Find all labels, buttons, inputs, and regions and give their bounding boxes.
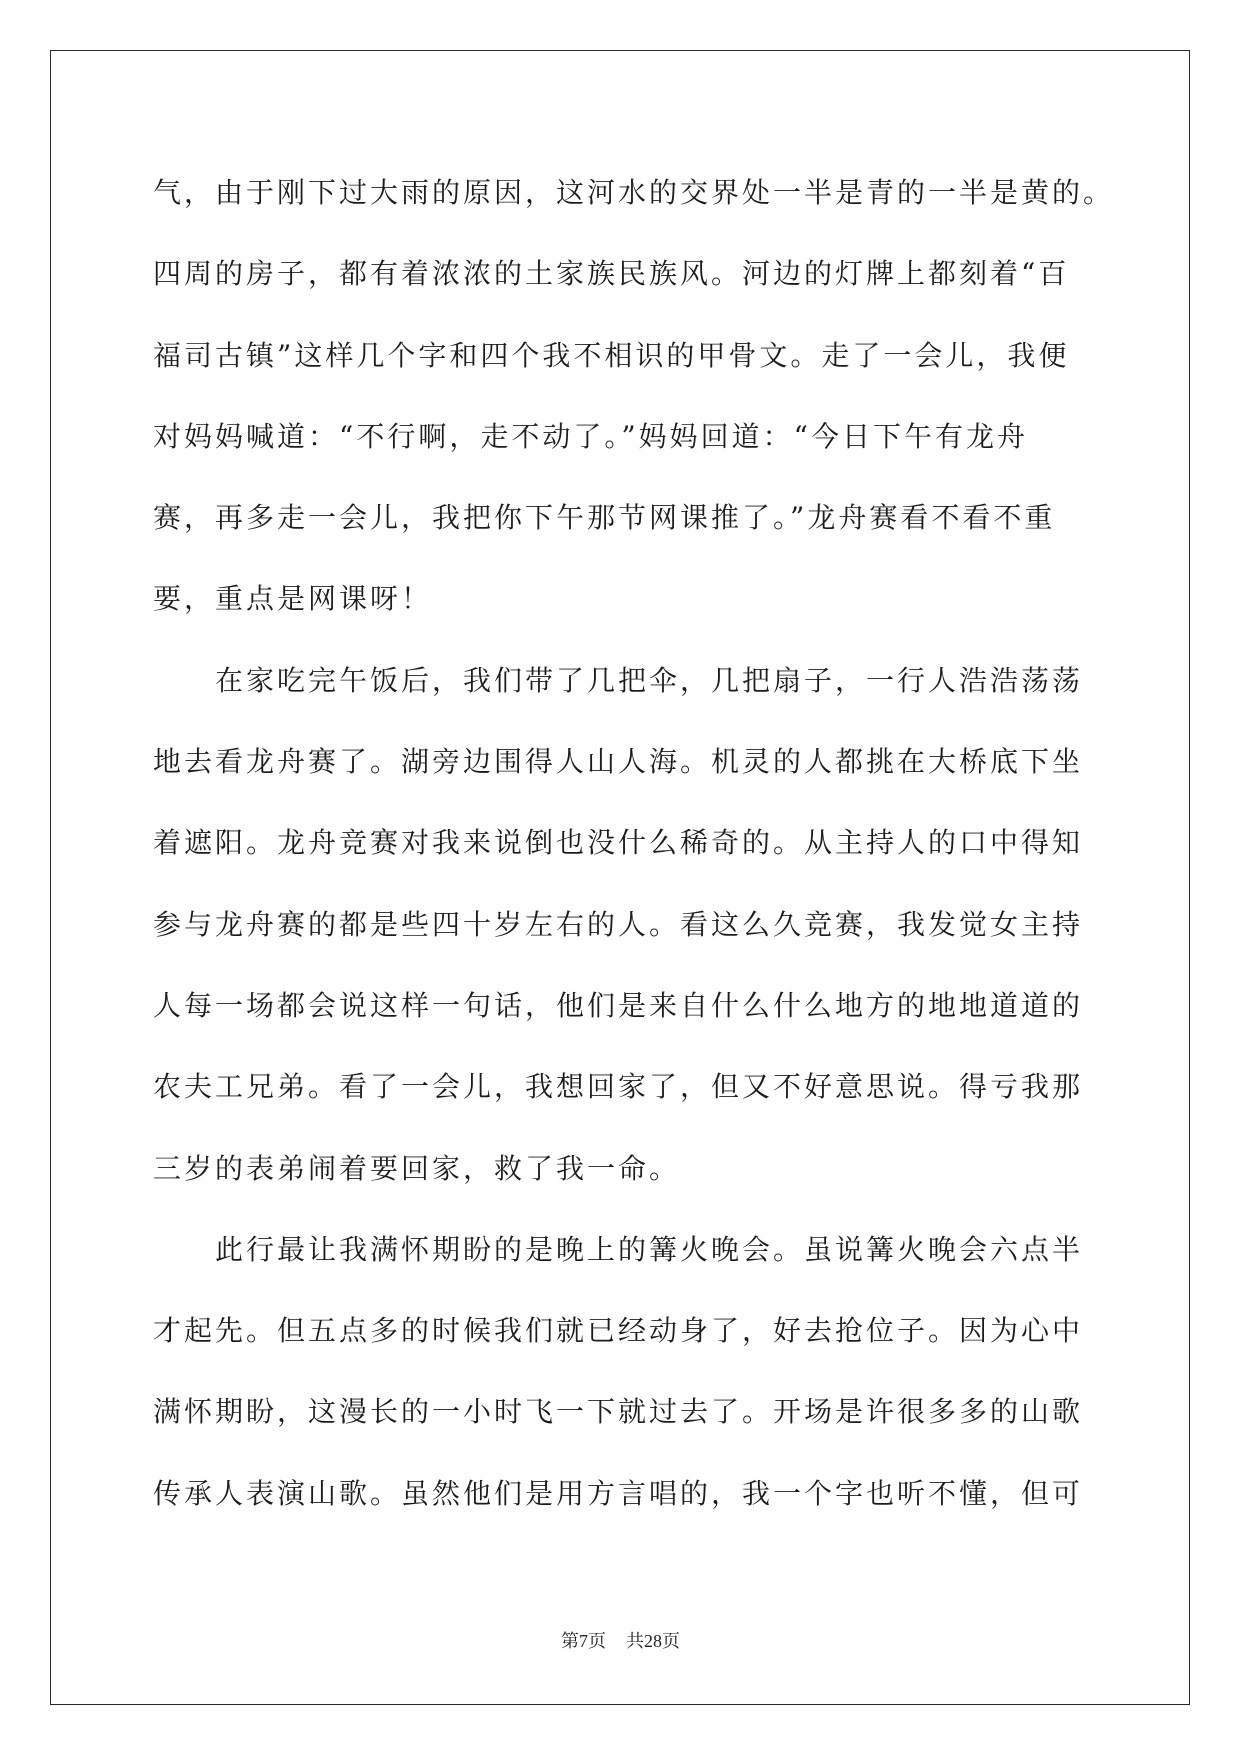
text-line: 四周的房子，都有着浓浓的土家族民族风。河边的灯牌上都刻着“百 [153,257,1070,291]
text-line: 农夫工兄弟。看了一会儿，我想回家了，但又不好意思说。得亏我那 [153,1070,1084,1104]
text-line: 参与龙舟赛的都是些四十岁左右的人。看这么久竞赛，我发觉女主持 [153,907,1084,941]
text-line: 着遮阳。龙舟竞赛对我来说倒也没什么稀奇的。从主持人的口中得知 [153,826,1084,860]
text-line: 在家吃完午饭后，我们带了几把伞，几把扇子，一行人浩浩荡荡 [215,663,1084,697]
text-line: 传承人表演山歌。虽然他们是用方言唱的，我一个字也听不懂，但可 [153,1476,1084,1510]
text-line: 人每一场都会说这样一句话，他们是来自什么什么地方的地地道道的 [153,988,1084,1022]
text-line: 对妈妈喊道：“不行啊，走不动了。”妈妈回道：“今日下午有龙舟 [153,419,1028,453]
text-line: 此行最让我满怀期盼的是晚上的篝火晚会。虽说篝火晚会六点半 [215,1232,1084,1266]
paragraph-1 [153,152,1153,640]
text-line: 才起先。但五点多的时候我们就已经动身了，好去抢位子。因为心中 [153,1314,1084,1348]
page-number: 第7页 [561,1631,606,1651]
text-line: 地去看龙舟赛了。湖旁边围得人山人海。机灵的人都挑在大桥底下坐 [153,745,1084,779]
text-line: 赛，再多走一会儿，我把你下午那节网课推了。”龙舟赛看不看不重 [153,501,1056,535]
text-line: 福司古镇”这样几个字和四个我不相识的甲骨文。走了一会儿，我便 [153,338,1070,372]
paragraph-2 [153,640,1153,1209]
text-line: 三岁的表弟闹着要回家，救了我一命。 [153,1151,681,1185]
page-total: 共28页 [626,1631,680,1651]
text-line: 气，由于刚下过大雨的原因，这河水的交界处一半是青的一半是黄的。 [153,176,1115,209]
document-body [153,152,1153,1534]
paragraph-3 [153,1209,1153,1534]
page-footer [0,1629,1241,1653]
text-line: 满怀期盼，这漫长的一小时飞一下就过去了。开场是许很多多的山歌 [153,1395,1084,1429]
text-line: 要，重点是网课呀！ [153,582,433,616]
